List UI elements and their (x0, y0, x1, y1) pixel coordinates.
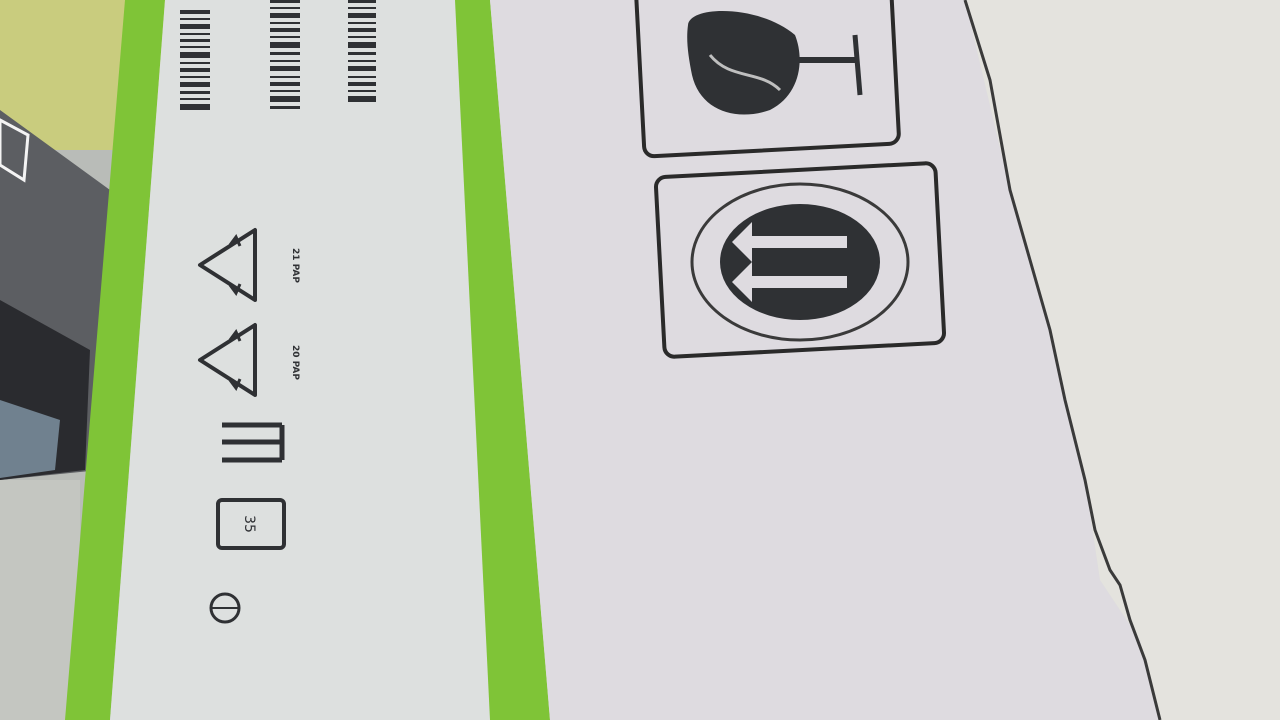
eac-mark-icon (222, 420, 287, 468)
up-arrows-icon (720, 204, 880, 320)
recycle-label-1: 21 PAP (290, 248, 300, 283)
recycle-label-2: 20 PAP (290, 345, 300, 380)
svg-text:35: 35 (241, 515, 257, 533)
